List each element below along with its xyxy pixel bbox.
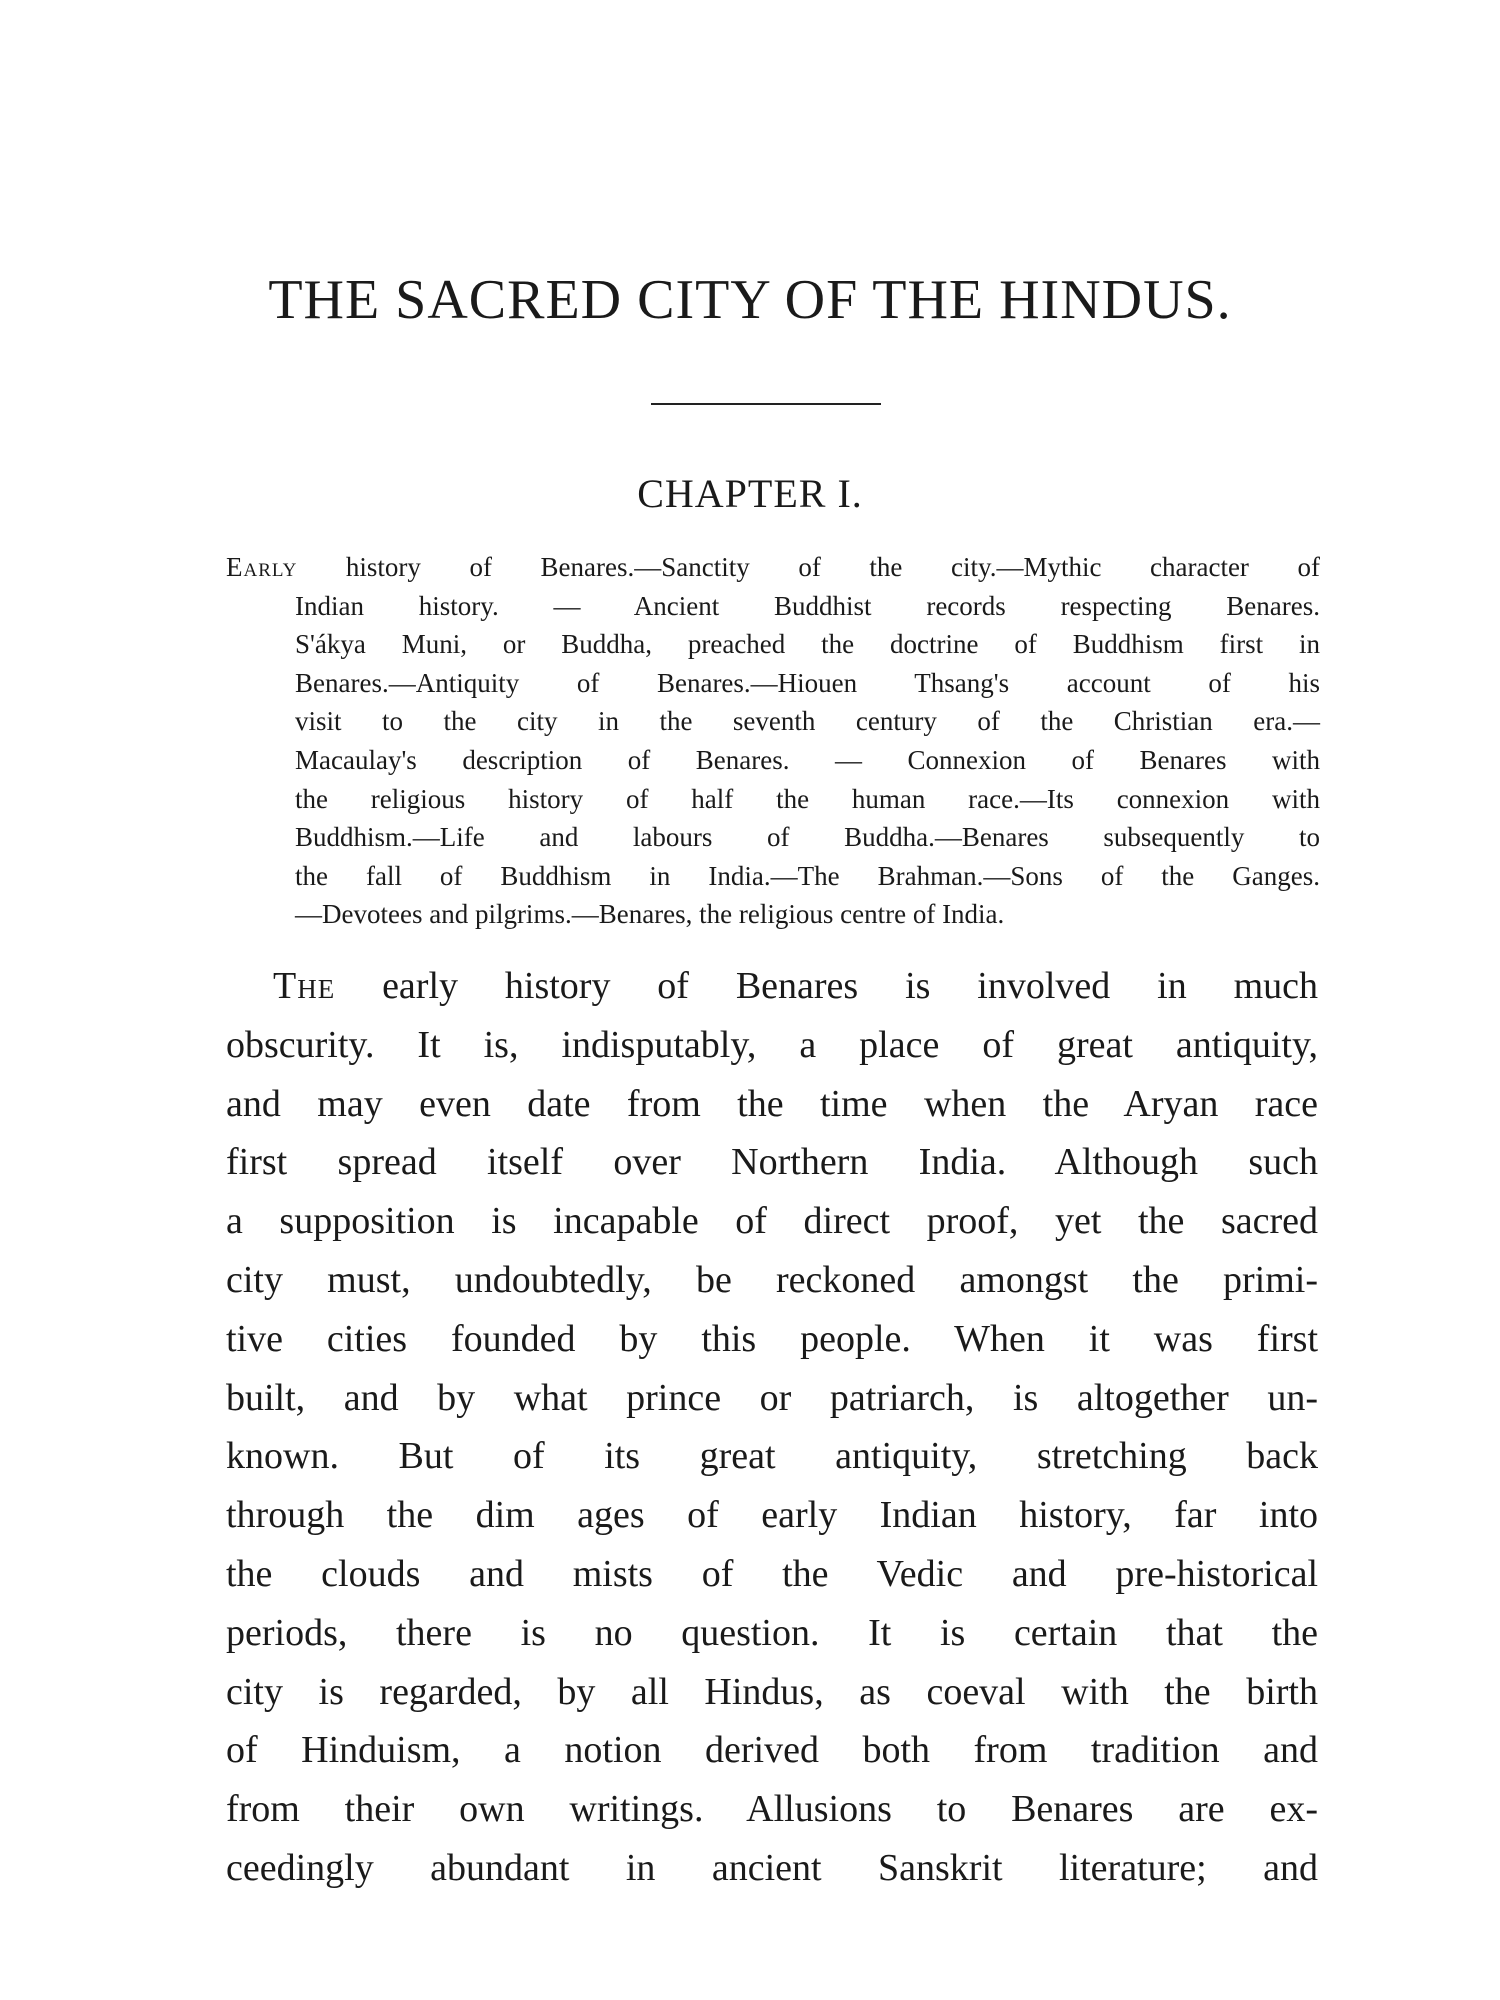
chapter-heading: CHAPTER I. [637, 471, 863, 516]
paragraph-line: from their own writings. Allusions to Benares are ex- [226, 1788, 1318, 1831]
paragraph-line: known. But of its great antiquity, stretching back [226, 1435, 1318, 1478]
paragraph-line [226, 957, 1318, 1016]
body-paragraph [226, 957, 1318, 1898]
paragraph-line: built, and by what prince or patriarch, is altogether un- [226, 1376, 1318, 1419]
paragraph-lead-word: The [273, 965, 336, 1007]
paragraph-line: through the dim ages of early Indian history, far into [226, 1494, 1318, 1537]
paragraph-line: city is regarded, by all Hindus, as coeval with the birth [226, 1670, 1318, 1713]
summary-lead-word: Early [226, 552, 298, 582]
summary-line [226, 548, 1320, 587]
summary-line: Macaulay's description of Benares. — Connexion of Benares with [295, 744, 1320, 775]
summary-line-text: history of Benares.—Sanctity of the city.—Mythic character of [297, 552, 1320, 582]
paragraph-line: periods, there is no question. It is certain that the [226, 1611, 1318, 1654]
summary-line: —Devotees and pilgrims.—Benares, the religious centre of India. [295, 899, 1005, 930]
summary-line: the religious history of half the human race.—Its connexion with [295, 783, 1320, 814]
paragraph-line: city must, undoubtedly, be reckoned amongst the primi- [226, 1258, 1318, 1301]
summary-line: the fall of Buddhism in India.—The Brahman.—Sons of the Ganges. [295, 860, 1320, 891]
chapter-summary [226, 548, 1320, 934]
paragraph-line: and may even date from the time when the Aryan race [226, 1082, 1318, 1125]
paragraph-line: a supposition is incapable of direct proof, yet the sacred [226, 1200, 1318, 1243]
summary-line: Buddhism.—Life and labours of Buddha.—Benares subsequently to [295, 822, 1320, 853]
book-title: THE SACRED CITY OF THE HINDUS. [268, 269, 1232, 331]
summary-line: S'ákya Muni, or Buddha, preached the doctrine of Buddhism first in [295, 629, 1320, 660]
summary-line: Benares.—Antiquity of Benares.—Hiouen Thsang's account of his [295, 667, 1320, 698]
paragraph-line: the clouds and mists of the Vedic and pre-historical [226, 1552, 1318, 1595]
paragraph-line-text: early history of Benares is involved in much [335, 965, 1318, 1007]
paragraph-line: tive cities founded by this people. When it was first [226, 1317, 1318, 1360]
paragraph-line: first spread itself over Northern India. Although such [226, 1141, 1318, 1184]
title-divider [651, 403, 881, 405]
paragraph-line: obscurity. It is, indisputably, a place of great antiquity, [226, 1023, 1318, 1066]
summary-line: visit to the city in the seventh century of the Christian era.— [295, 706, 1320, 737]
paragraph-line: of Hinduism, a notion derived both from tradition and [226, 1729, 1318, 1772]
paragraph-line: ceedingly abundant in ancient Sanskrit literature; and [226, 1846, 1318, 1889]
summary-line: Indian history. — Ancient Buddhist records respecting Benares. [295, 590, 1320, 621]
